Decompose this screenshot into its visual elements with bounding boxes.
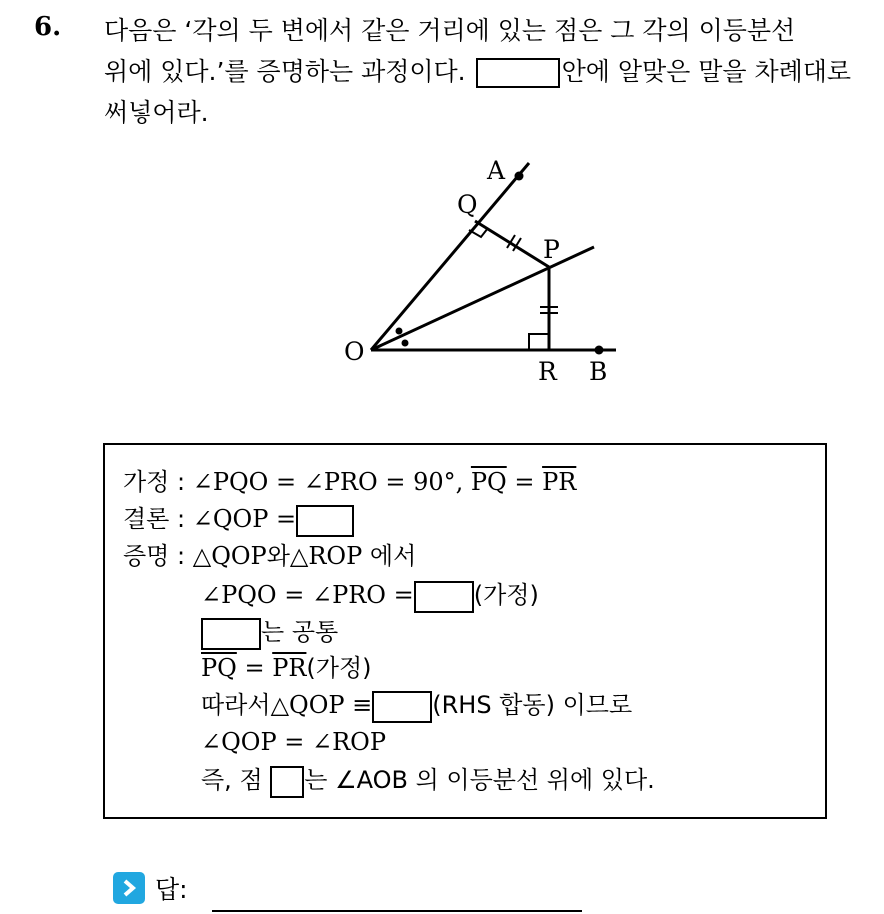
question-line-1: 다음은 ‘각의 두 변에서 같은 거리에 있는 점은 그 각의 이등분선 [104,16,796,45]
question-blank-box-icon [476,58,560,88]
conclusion-blank[interactable] [296,505,354,537]
conclusion-label: 결론 : [123,505,186,533]
question-text [104,10,874,133]
question-line-2-start: 위에 있다.’를 증명하는 과정이다. [104,57,466,86]
answer-label: 답: [155,875,188,904]
triangle-qop: △QOP [192,542,267,570]
step-6-end: 는 ∠AOB 의 이등분선 위에 있다. [304,766,655,794]
step-4-therefore: 따라서 [201,691,271,719]
hypothesis-line [123,467,576,497]
proof-box [103,443,827,819]
point-a-dot [515,172,524,181]
step-3-equals: = [236,654,273,682]
hypothesis-segment-pr: $\overline{PR}$ [542,468,577,496]
label-p: P [543,235,560,264]
proof-intro-and: 와 [266,542,290,570]
proof-step-6 [201,765,655,798]
question-number: 6. [34,12,62,42]
proof-intro-from: 에서 [362,542,417,570]
step-3-segment-pr: $\overline{PR}$ [272,654,307,682]
angle-bisector-figure [330,150,630,390]
label-o: O [344,337,365,366]
conclusion-expression: ∠QOP = [192,505,297,533]
label-r: R [538,357,557,386]
answer-line[interactable] [212,910,582,912]
step-4-congruence: △QOP ≡ [270,691,373,719]
proof-step-1 [201,580,539,613]
label-a: A [487,156,506,185]
step-2-blank[interactable] [201,618,261,650]
chevron-right-icon [113,872,145,904]
step-2-text: 는 공통 [261,618,339,646]
proof-intro-line [123,541,416,571]
label-q: Q [457,190,478,219]
chevron-right-icon-glyph [119,878,139,898]
step-6-start: 즉, 점 [201,766,263,794]
step-3-reason: (가정) [306,654,372,682]
proof-step-3 [201,653,372,683]
angle-dot-upper [396,328,403,335]
step-1-angles: ∠PQO = ∠PRO = [201,581,414,609]
question-line-2 [104,51,874,92]
step-4-blank[interactable] [372,691,432,723]
ray-op-bisector [371,247,594,350]
step-3-segment-pq: $\overline{PQ}$ [201,654,237,682]
question-line-3: 써넣어라. [104,98,209,127]
proof-step-2 [201,617,338,650]
hypothesis-equals: = [506,468,543,496]
point-b-dot [595,346,604,355]
conclusion-line [123,504,354,537]
question-line-2-end: 안에 알맞은 말을 차례대로 [561,57,852,86]
label-b: B [589,357,608,386]
proof-label: 증명 : [123,542,186,570]
step-6-blank[interactable] [270,766,304,798]
ray-oa [371,163,529,350]
proof-step-5: ∠QOP = ∠ROP [201,728,386,756]
hypothesis-angles: ∠PQO = ∠PRO = 90°, [192,468,464,496]
figure-svg [330,150,630,390]
hypothesis-label: 가정 : [123,468,186,496]
right-angle-mark-r [529,334,549,350]
triangle-rop: △ROP [289,542,363,570]
hypothesis-segment-pq: $\overline{PQ}$ [470,468,507,496]
proof-step-4 [201,690,632,723]
step-4-reason: (RHS 합동) 이므로 [432,691,633,719]
step-1-reason: (가정) [473,581,539,609]
angle-dot-lower [402,340,409,347]
step-1-blank[interactable] [414,581,474,613]
segment-qp [475,221,549,267]
